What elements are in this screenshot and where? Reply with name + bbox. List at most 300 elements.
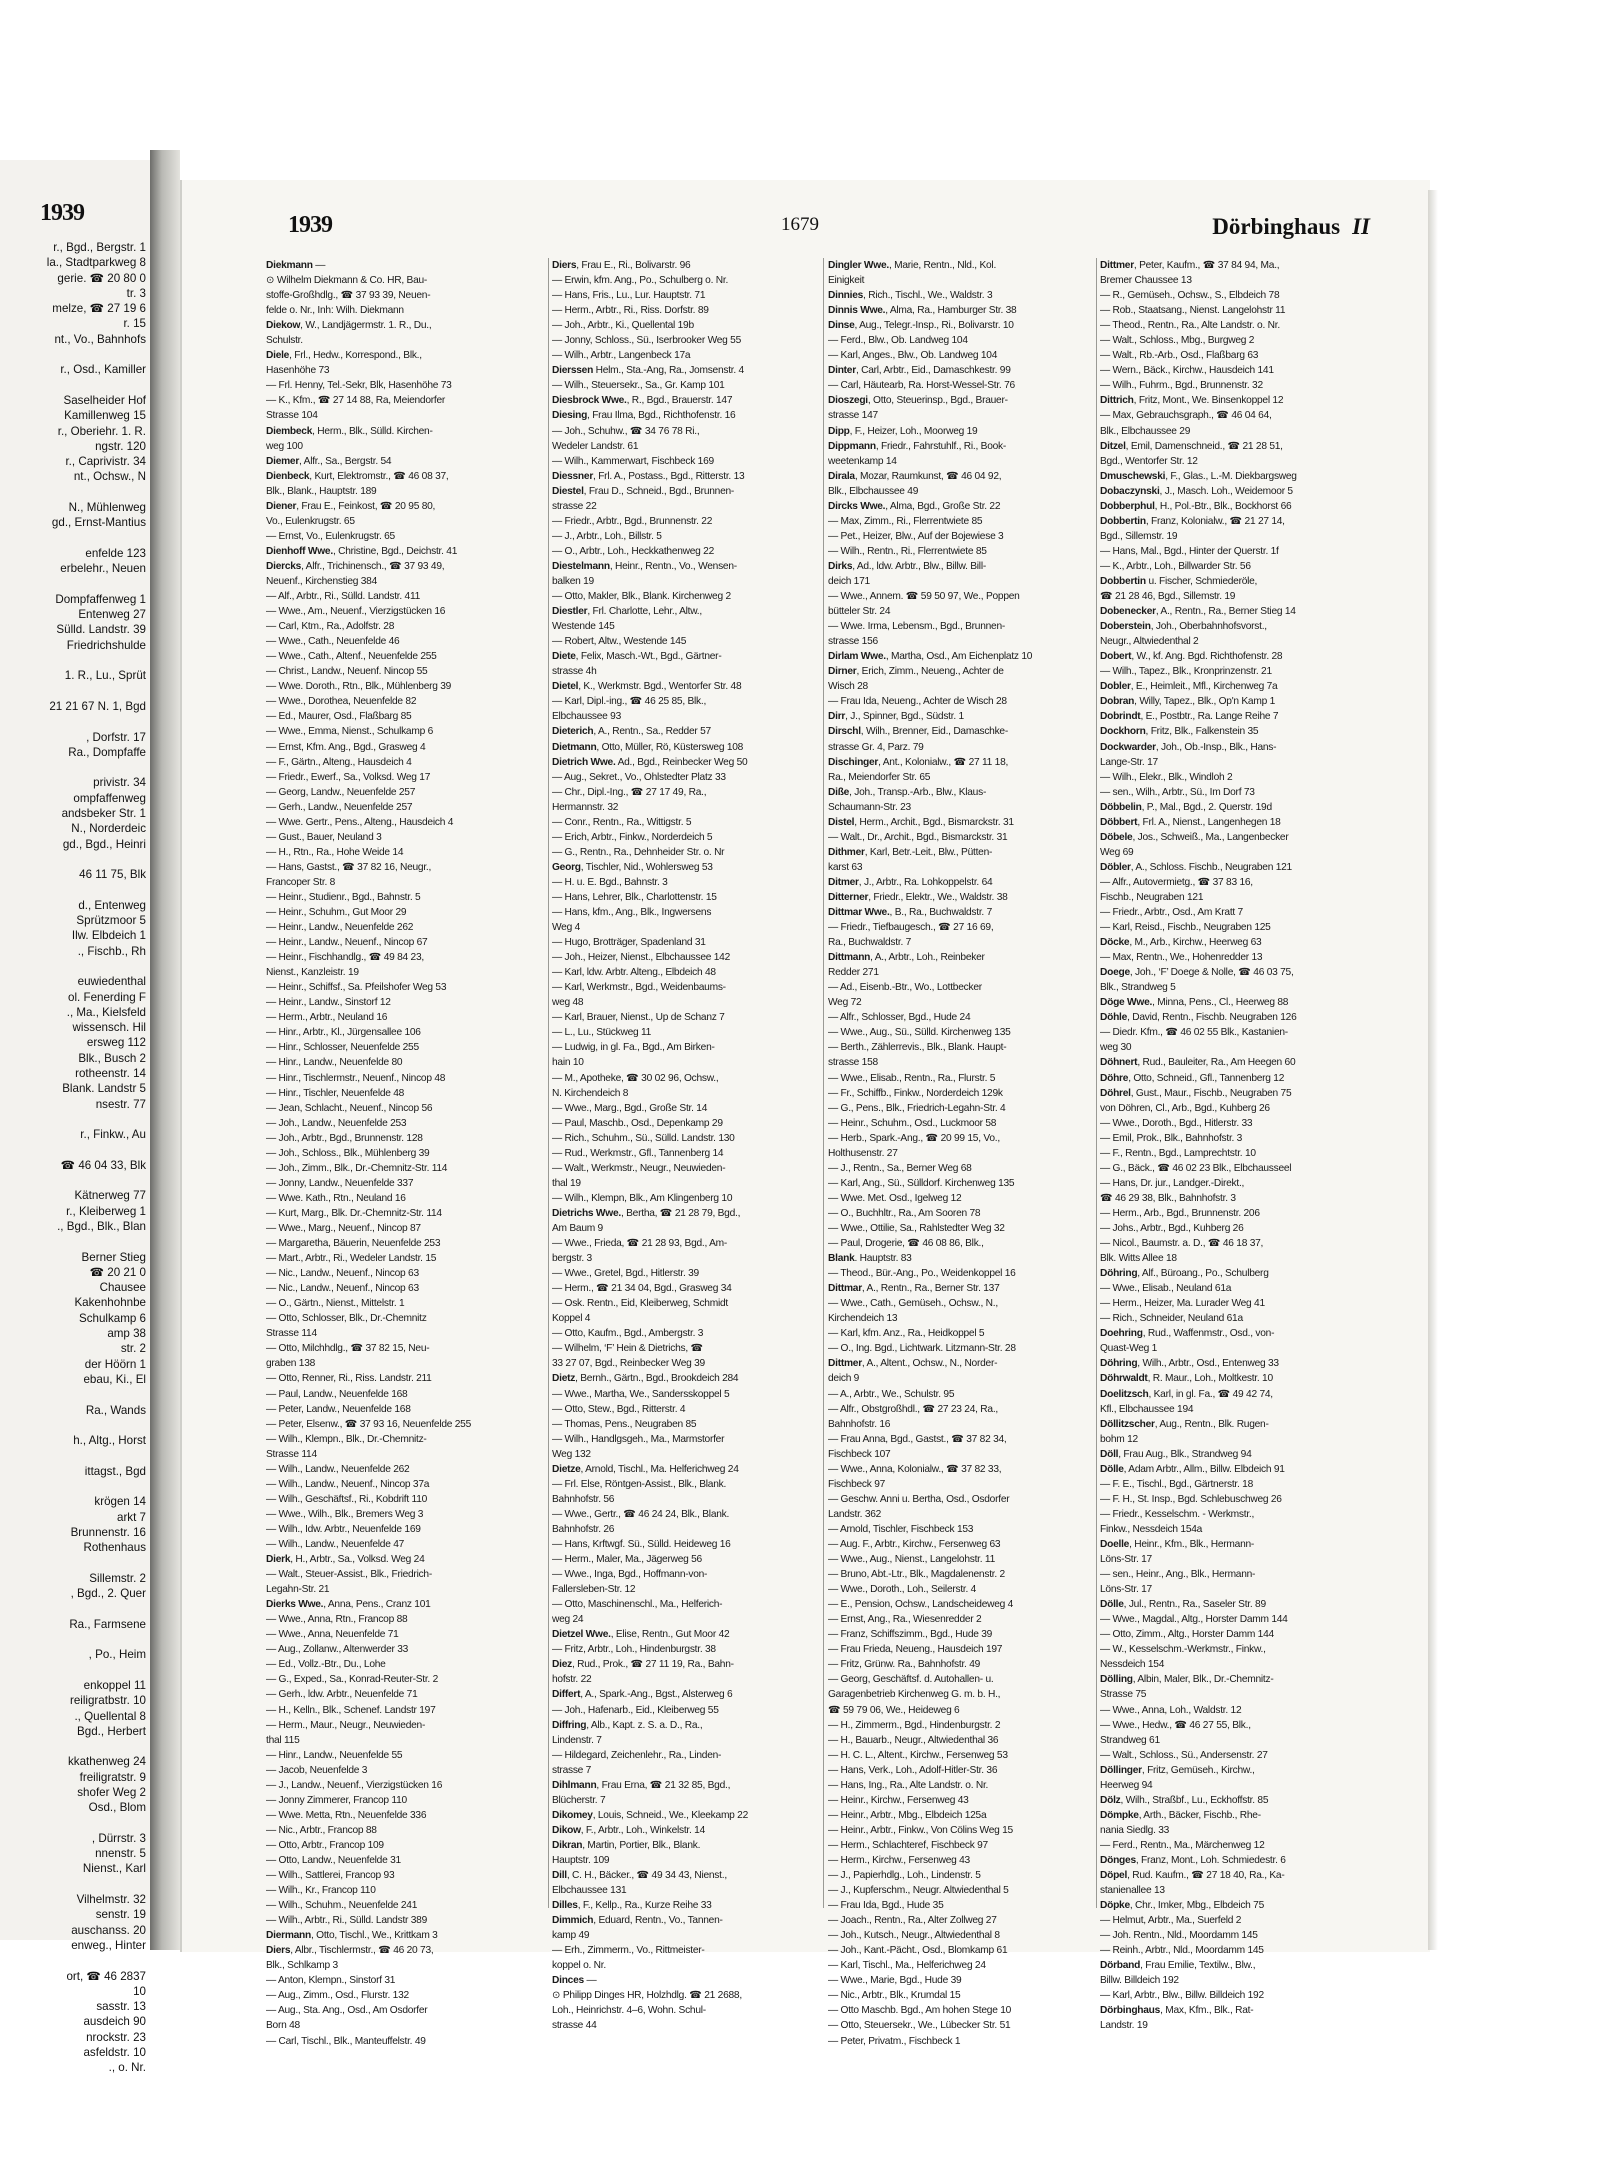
directory-column-2 xyxy=(552,258,820,2034)
directory-entry-line: — Wwe., Marg., Neuenf., Nincop 87 xyxy=(266,1223,421,1234)
entry-surname: Dimmich xyxy=(552,1915,594,1927)
directory-entry-line: Dmuschewski, F., Glas., L.-M. Diekbargsweg xyxy=(1100,470,1297,482)
directory-entry-line: — Wwe., Anna, Neuenfelde 71 xyxy=(266,1629,399,1641)
directory-entry-line: Diekow, W., Landjägermstr. 1. R., Du., xyxy=(266,320,432,332)
entry-surname: Ditmer xyxy=(828,876,859,888)
directory-entry-line: Kamillenweg 15 xyxy=(64,409,146,423)
directory-entry-line: Löns-Str. 17 xyxy=(1100,1554,1152,1566)
directory-entry-line: — Karl, Anges., Blw., Ob. Landweg 104 xyxy=(828,350,998,362)
directory-entry-line: — Erwin, kfm. Ang., Po., Schulberg o. Nr. xyxy=(552,275,729,287)
directory-entry-line: Dönges, Franz, Mont., Loh. Schmiedestr. 6 xyxy=(1100,1854,1286,1866)
directory-entry-line: — Heinr., Schuhm., Osd., Luckmoor 58 xyxy=(828,1117,997,1129)
directory-entry-line: — Wilh., Schuhm., Neuenfelde 241 xyxy=(266,1900,418,1912)
directory-entry-line: — J., Landw., Neuenf., Vierzigstücken 16 xyxy=(266,1779,443,1791)
directory-entry-line: — Hans, kfm., Ang., Blk., Ingwersens xyxy=(552,907,712,919)
entry-surname: Blank xyxy=(828,1253,855,1265)
directory-entry-line: Legahn-Str. 21 xyxy=(266,1584,330,1596)
directory-entry-line: — Wwe., Elisab., Rentn., Ra., Flurstr. 5 xyxy=(828,1072,996,1084)
directory-entry-line: ☎ 21 28 46, Bgd., Sillemstr. 19 xyxy=(1100,591,1236,603)
directory-entry-line: Dietmann, Otto, Müller, Rö, Küstersweg 108 xyxy=(552,741,744,753)
directory-entry-line: — G., Exped., Sa., Konrad-Reuter-Str. 2 xyxy=(266,1674,439,1686)
directory-entry-line: Friedrichshulde xyxy=(66,638,146,652)
entry-surname: Döhle xyxy=(1100,1012,1128,1024)
directory-entry-line: — Otto Maschb. Bgd., Am hohen Stege 10 xyxy=(828,2005,1012,2017)
page-edge-shadow xyxy=(1428,190,1438,1950)
directory-entry-line: — Hinr., Arbtr., Kl., Jürgensallee 106 xyxy=(266,1027,421,1039)
directory-entry-line: bohm 12 xyxy=(1100,1433,1138,1445)
directory-entry-line: Distel, Herm., Archit., Bgd., Bismarckstr. 31 xyxy=(828,816,1014,828)
directory-entry-line: — Heinr., Arbtr., Mbg., Elbdeich 125a xyxy=(828,1809,987,1821)
directory-entry-line: Dittmer, Peter, Kaufm., ☎ 37 84 94, Ma., xyxy=(1100,260,1280,271)
directory-entry-line: — Wwe., Annem. ☎ 59 50 97, We., Poppen xyxy=(828,591,1020,603)
directory-entry-line xyxy=(0,1663,146,1678)
directory-entry-line: — L., Lu., Stückweg 11 xyxy=(552,1027,652,1039)
directory-entry-line: Fischb., Neugraben 121 xyxy=(1100,891,1204,903)
entry-surname: Diener xyxy=(266,500,297,512)
directory-entry-line: Dobberphul, H., Pol.-Btr., Blk., Bockhorst 66 xyxy=(1100,500,1292,512)
directory-entry-line: deich 9 xyxy=(828,1373,860,1385)
directory-entry-line: Dimmich, Eduard, Rentn., Vo., Tannen- xyxy=(552,1915,723,1927)
directory-entry-line: — Otto, Makler, Blk., Blank. Kirchenweg 2 xyxy=(552,591,731,603)
directory-entry-line: nania Siedlg. 33 xyxy=(1100,1824,1170,1836)
directory-entry-line: tr. 3 xyxy=(126,286,146,300)
directory-entry-line: — Rich., Schuhm., Sü., Sülld. Landstr. 130 xyxy=(552,1132,735,1144)
directory-entry-line: freiligratstr. 9 xyxy=(79,1770,146,1784)
directory-entry-line: — M., Apotheke, ☎ 30 02 96, Ochsw., xyxy=(552,1072,719,1084)
directory-entry-line: — Nic., Arbtr., Francop 88 xyxy=(266,1824,377,1836)
directory-entry-line: — Hans, Lehrer, Blk., Charlottenstr. 15 xyxy=(552,891,717,903)
entry-surname: Döbler xyxy=(1100,861,1131,873)
directory-entry-line: — Pet., Heizer, Blw., Auf der Bojewiese 3 xyxy=(828,530,1004,542)
directory-entry-line: — Friedr., Tiefbaugesch., ☎ 27 16 69, xyxy=(828,922,994,934)
directory-entry-line: Dietrichs Wwe., Bertha, ☎ 21 28 79, Bgd., xyxy=(552,1207,741,1219)
directory-entry-line: hofstr. 22 xyxy=(552,1674,592,1686)
directory-entry-line: Dietze, Arnold, Tischl., Ma. Helferichweg 24 xyxy=(552,1463,739,1475)
directory-entry-line: Berner Stieg xyxy=(81,1250,146,1264)
directory-entry-line: — Wwe., Gertr., ☎ 46 24 24, Blk., Blank. xyxy=(552,1508,730,1520)
directory-entry-line: — Wwe., Emma, Nienst., Schulkamp 6 xyxy=(266,726,434,738)
directory-entry-line: — Nic., Landw., Neuenf., Nincop 63 xyxy=(266,1283,419,1295)
directory-entry-line: — Carl, Häutearb, Ra. Horst-Wessel-Str. 76 xyxy=(828,380,1015,392)
directory-entry-line: — Herm., ☎ 21 34 04, Bgd., Grasweg 34 xyxy=(552,1283,732,1295)
directory-entry-line: — Wwe. Irma, Lebensm., Bgd., Brunnen- xyxy=(828,621,1006,633)
entry-surname: Dioszegi xyxy=(828,395,868,407)
directory-entry-line: nnenstr. 5 xyxy=(95,1847,146,1861)
directory-entry-line: shofer Weg 2 xyxy=(77,1785,146,1799)
directory-entry-line: thal 115 xyxy=(266,1734,300,1746)
directory-entry-line: 33 27 07, Bgd., Reinbecker Weg 39 xyxy=(552,1358,705,1370)
directory-entry-line xyxy=(0,1479,146,1494)
entry-surname: Dierk xyxy=(266,1554,291,1566)
directory-entry-line: — Ferd., Blw., Ob. Landweg 104 xyxy=(828,335,968,347)
directory-entry-line: — Ad., Eisenb.-Btr., Wo., Lottbecker xyxy=(828,982,982,994)
directory-entry-line: Dikomey, Louis, Schneid., We., Kleekamp 22 xyxy=(552,1809,749,1821)
directory-entry-line: — Rud., Werkmstr., Gfl., Tannenberg 14 xyxy=(552,1147,724,1159)
directory-entry-line: Hasenhöhe 73 xyxy=(266,365,330,377)
directory-entry-line: — Berth., Zählerrevis., Blk., Blank. Haupt- xyxy=(828,1042,1007,1054)
directory-entry-line: Dilles, F., Kellp., Ra., Kurze Reihe 33 xyxy=(552,1900,712,1912)
directory-entry-line: — A., Arbtr., We., Schulstr. 95 xyxy=(828,1388,955,1400)
directory-entry-line: — Wwe., Inga, Bgd., Hoffmann-von- xyxy=(552,1569,708,1581)
entry-surname: Dietze xyxy=(552,1463,581,1475)
directory-entry-line: — Theod., Bür.-Ang., Po., Weidenkoppel 16 xyxy=(828,1268,1016,1280)
directory-entry-line: — Fritz, Arbtr., Loh., Hindenburgstr. 38 xyxy=(552,1644,716,1656)
directory-entry-line: Dinnis Wwe., Alma, Ra., Hamburger Str. 38 xyxy=(828,305,1017,317)
directory-entry-line: — Wilh., Fuhrm., Bgd., Brunnenstr. 32 xyxy=(1100,380,1263,392)
directory-entry-line: — Otto, Maschinenschl., Ma., Helferich- xyxy=(552,1599,723,1611)
directory-entry-line: — Wilh., Steuersekr., Sa., Gr. Kamp 101 xyxy=(552,380,725,392)
directory-entry-line: strasse 158 xyxy=(828,1057,878,1069)
directory-entry-line: Doege, Joh., ‘F’ Doege & Nolle, ☎ 46 03 75, xyxy=(1100,967,1294,979)
directory-entry-line: strasse 156 xyxy=(828,636,878,648)
entry-surname: Dinse xyxy=(828,320,855,332)
directory-entry-line: Dölling, Albin, Maler, Blk., Dr.-Chemnitz- xyxy=(1100,1674,1274,1686)
directory-entry-line: r., Kleiberweg 1 xyxy=(66,1204,146,1218)
directory-entry-line: — Alfr., Schlosser, Bgd., Hude 24 xyxy=(828,1012,971,1024)
directory-entry-line: — Karl, Arbtr., Blw., Billw. Billdeich 192 xyxy=(1100,1990,1264,2002)
directory-entry-line: — Peter, Landw., Neuenfelde 168 xyxy=(266,1403,411,1415)
directory-entry-line: ., Quellental 8 xyxy=(74,1709,146,1723)
directory-entry-line: , Dürrstr. 3 xyxy=(91,1831,146,1845)
directory-entry-line: — Heinr., Schuhm., Gut Moor 29 xyxy=(266,907,407,919)
directory-entry-line: Dörband, Frau Emilie, Textilw., Blw., xyxy=(1100,1960,1256,1972)
entry-surname: Dill xyxy=(552,1870,567,1882)
directory-entry-line: Heerweg 94 xyxy=(1100,1779,1153,1791)
entry-surname: Döpke xyxy=(1100,1900,1130,1912)
directory-entry-line: Koppel 4 xyxy=(552,1313,591,1325)
directory-entry-line: Dobran, Willy, Tapez., Blk., Op'n Kamp 1 xyxy=(1100,696,1275,708)
directory-entry-line: — Frau Frieda, Neueng., Hausdeich 197 xyxy=(828,1644,1003,1656)
directory-entry-line: Kfl., Elbchaussee 194 xyxy=(1100,1403,1194,1415)
directory-entry-line: — Anton, Klempn., Sinstorf 31 xyxy=(266,1975,396,1987)
directory-entry-line: Lange-Str. 17 xyxy=(1100,756,1158,768)
directory-entry-line: — Wwe., Aug., Nienst., Langelohstr. 11 xyxy=(828,1554,995,1566)
directory-entry-line: Dobaczynski, J., Masch. Loh., Weidemoor 5 xyxy=(1100,485,1293,497)
directory-entry-line: ompfaffenweg xyxy=(73,791,146,805)
entry-surname: Dieterich xyxy=(552,726,594,738)
entry-surname: Doelitzsch xyxy=(1100,1388,1149,1400)
directory-entry-line: — Walt., Schloss., Mbg., Burgweg 2 xyxy=(1100,335,1255,347)
entry-surname: Dittmer xyxy=(828,1358,862,1370)
directory-entry-line: — Bruno, Abt.-Ltr., Blk., Magdalenenstr. 2 xyxy=(828,1569,1005,1581)
directory-entry-line: — Walt., Werkmstr., Neugr., Neuwieden- xyxy=(552,1162,726,1174)
directory-entry-line: — Joh., Hafenarb., Eid., Kleiberweg 55 xyxy=(552,1704,719,1716)
directory-entry-line: — Joh., Arbtr., Ki., Quellental 19b xyxy=(552,320,694,332)
directory-entry-line: Blank. Hauptstr. 83 xyxy=(828,1253,912,1265)
directory-entry-line: Dittmer, A., Altent., Ochsw., N., Norder- xyxy=(828,1358,998,1370)
directory-entry-line: bergstr. 3 xyxy=(552,1253,592,1265)
directory-entry-line: — Wilh., Rentn., Ri., Flerrentwiete 85 xyxy=(828,545,987,557)
directory-entry-line: auschanss. 20 xyxy=(71,1923,146,1937)
directory-entry-line: Diestler, Frl. Charlotte, Lehr., Altw., xyxy=(552,606,702,618)
directory-entry-line xyxy=(0,1739,146,1754)
directory-entry-line: Dobrindt, E., Postbtr., Ra. Lange Reihe 7 xyxy=(1100,711,1279,723)
previous-page-year: 1939 xyxy=(40,200,84,226)
directory-entry-line: weg 30 xyxy=(1100,1042,1132,1054)
directory-entry-line: ., Bgd., Blk., Blan xyxy=(57,1220,146,1233)
entry-surname: Dilles xyxy=(552,1900,578,1912)
directory-entry-line: — Joh. Rentn., Nld., Moordamm 145 xyxy=(1100,1930,1258,1942)
directory-entry-line: Diestel, Frau D., Schneid., Bgd., Brunnen- xyxy=(552,485,735,497)
entry-surname: Diembeck xyxy=(266,425,313,437)
directory-entry-line: — Frl. Henny, Tel.-Sekr, Blk, Hasenhöhe 73 xyxy=(266,380,452,392)
previous-page-edge xyxy=(0,160,152,2075)
directory-entry-line: Dirks, Ad., ldw. Arbtr., Blw., Billw. Bill- xyxy=(828,560,986,572)
directory-entry-line: — Ernst, Vo., Eulenkrugstr. 65 xyxy=(266,530,395,542)
directory-entry-line: — Hans, Mal., Bgd., Hinter der Querstr. 1f xyxy=(1100,545,1279,557)
directory-entry-line: Doehring, Rud., Waffenmstr., Osd., von- xyxy=(1100,1328,1275,1340)
entry-surname: Dönges xyxy=(1100,1854,1136,1866)
directory-entry-line: — Karl, Reisd., Fischb., Neugraben 125 xyxy=(1100,922,1271,934)
directory-entry-line: Kakenhohnbe xyxy=(74,1296,146,1310)
directory-entry-line: — Wilh., Elekr., Blk., Windloh 2 xyxy=(1100,771,1233,783)
directory-entry-line: — Max, Rentn., We., Hohenredder 13 xyxy=(1100,952,1263,964)
directory-entry-line: thal 19 xyxy=(552,1177,581,1189)
entry-surname: Dömpke xyxy=(1100,1809,1139,1821)
directory-entry-line: Elbchaussee 131 xyxy=(552,1885,627,1897)
directory-entry-line xyxy=(0,684,146,699)
entry-surname: Diesbrock Wwe. xyxy=(552,395,627,407)
entry-surname: Dirlam Wwe. xyxy=(828,651,886,663)
directory-entry-line xyxy=(0,1387,146,1402)
directory-entry-line: Holthusenstr. 27 xyxy=(828,1147,898,1159)
directory-entry-line: Blk., Blank., Hauptstr. 189 xyxy=(266,485,377,497)
directory-entry-line: — Herm., Kirchw., Fersenweg 43 xyxy=(828,1854,970,1866)
entry-surname: Dipp xyxy=(828,425,850,437)
directory-entry-line: Vo., Eulenkrugstr. 65 xyxy=(266,515,355,527)
directory-entry-line xyxy=(0,1877,146,1892)
directory-entry-line: — Georg, Landw., Neuenfelde 257 xyxy=(266,786,416,798)
directory-entry-line: strasse 7 xyxy=(552,1764,592,1776)
directory-entry-line: — Hans, Dr. jur., Landger.-Direkt., xyxy=(1100,1177,1245,1189)
directory-entry-line: — Wwe., Dorothea, Neuenfelde 82 xyxy=(266,696,417,708)
directory-entry-line: Ra., Farmsene xyxy=(69,1617,146,1631)
directory-entry-line: — Arnold, Tischler, Fischbeck 153 xyxy=(828,1523,974,1535)
directory-entry-line: Ra., Meiendorfer Str. 65 xyxy=(828,771,931,783)
directory-entry-line: Sprützmoor 5 xyxy=(76,914,146,928)
entry-surname: Döhrwaldt xyxy=(1100,1373,1148,1385)
directory-entry-line: graben 138 xyxy=(266,1358,316,1370)
directory-entry-line: — Wern., Bäck., Kirchw., Hausdeich 141 xyxy=(1100,365,1274,377)
directory-entry-line: — Wwe. Kath., Rtn., Neuland 16 xyxy=(266,1192,406,1204)
directory-entry-line: enkoppel 11 xyxy=(83,1678,146,1692)
directory-entry-line: — Carl, Ktm., Ra., Adolfstr. 28 xyxy=(266,621,395,633)
directory-entry-line: — Gerh., ldw. Arbtr., Neuenfelde 71 xyxy=(266,1689,418,1701)
directory-entry-line: — Conr., Rentn., Ra., Wittigstr. 5 xyxy=(552,816,692,828)
directory-entry-line: kamp 49 xyxy=(552,1930,590,1942)
directory-entry-line: — Wwe. Met. Osd., Igelweg 12 xyxy=(828,1192,962,1204)
directory-entry-line: — Wwe., Ottilie, Sa., Rahlstedter Weg 32 xyxy=(828,1223,1005,1234)
directory-entry-line: Strasse 104 xyxy=(266,410,318,422)
directory-entry-line: Diez, Rud., Prok., ☎ 27 11 19, Ra., Bahn- xyxy=(552,1659,734,1671)
directory-entry-line: Dikran, Martin, Portier, Blk., Blank. xyxy=(552,1839,701,1851)
directory-entry-line: Döhre, Otto, Schneid., Gfl., Tannenberg 12 xyxy=(1100,1072,1285,1084)
entry-surname: Diemer xyxy=(266,455,300,467)
running-head xyxy=(1212,214,1370,240)
entry-surname: Dölz xyxy=(1100,1794,1121,1806)
directory-entry-line: — Aug., Sekret., Vo., Ohlstedter Platz 33 xyxy=(552,771,726,783)
directory-entry-line: — Peter, Elsenw., ☎ 37 93 16, Neuenfelde 255 xyxy=(266,1418,472,1430)
directory-entry-line: Bgd., Sillemstr. 19 xyxy=(1100,530,1178,542)
directory-entry-line: Dill, C. H., Bäcker., ☎ 49 34 43, Nienst., xyxy=(552,1870,727,1882)
directory-entry-line: — Otto, Kaufm., Bgd., Ambergstr. 3 xyxy=(552,1328,704,1340)
directory-column-4 xyxy=(1100,258,1368,2034)
directory-entry-line: Dinnies, Rich., Tischl., We., Waldstr. 3 xyxy=(828,290,993,302)
entry-surname: Diekow xyxy=(266,320,301,332)
directory-entry-line: — Wilh., Landw., Neuenfelde 47 xyxy=(266,1538,405,1550)
directory-entry-line: — Georg, Geschäftsf. d. Autohallen- u. xyxy=(828,1674,994,1686)
directory-entry-line: ☎ 46 04 33, Blk xyxy=(60,1158,146,1172)
directory-entry-line: — Hinr., Tischlermstr., Neuenf., Nincop 48 xyxy=(266,1072,446,1084)
directory-entry-line: — Joh., Zimm., Blk., Dr.-Chemnitz-Str. 114 xyxy=(266,1162,448,1174)
directory-entry-line: Dierssen Helm., Sta.-Ang, Ra., Jomsenstr. 4 xyxy=(552,365,744,377)
directory-entry-line: bütteler Str. 24 xyxy=(828,606,891,618)
directory-entry-line: Dinces — xyxy=(552,1975,597,1987)
directory-entry-line: — Thomas, Pens., Neugraben 85 xyxy=(552,1418,697,1430)
directory-entry-line: — Wwe., Marie, Bgd., Hude 39 xyxy=(828,1975,962,1987)
directory-entry-line: — Heinr., Kirchw., Fersenweg 43 xyxy=(828,1794,969,1806)
directory-entry-line: Weg 132 xyxy=(552,1448,591,1460)
directory-entry-line: — Jean, Schlacht., Neuenf., Nincop 56 xyxy=(266,1102,433,1114)
directory-entry-line: Dietz, Bernh., Gärtn., Bgd., Brookdeich 284 xyxy=(552,1373,739,1385)
entry-surname: Doelle xyxy=(1100,1538,1130,1550)
directory-entry-line: — Joh., Schuhw., ☎ 34 76 78 Ri., xyxy=(552,425,700,437)
directory-entry-line: Dingler Wwe., Marie, Rentn., Nld., Kol. xyxy=(828,260,997,271)
entry-surname: Dirner xyxy=(828,666,857,678)
directory-entry-line: — Heinr., Landw., Neuenfelde 262 xyxy=(266,922,414,934)
directory-entry-line xyxy=(0,347,146,362)
directory-entry-line: Döhnert, Rud., Bauleiter, Ra., Am Heegen 60 xyxy=(1100,1057,1296,1069)
directory-entry-line: Döllitzscher, Aug., Rentn., Blk. Rugen- xyxy=(1100,1418,1269,1430)
directory-entry-line: — G., Pens., Blk., Friedrich-Legahn-Str. 4 xyxy=(828,1102,1006,1114)
directory-entry-line: felde o. Nr., Inh: Wilh. Diekmann xyxy=(266,305,404,317)
directory-entry-line: — Reinh., Arbtr., Nld., Moordamm 145 xyxy=(1100,1945,1264,1957)
directory-entry-line: — H., Rtn., Ra., Hohe Weide 14 xyxy=(266,846,404,858)
directory-entry-line: — Wilh., Landw., Neuenfelde 262 xyxy=(266,1463,410,1475)
directory-entry-line: Finkw., Nessdeich 154a xyxy=(1100,1523,1203,1535)
directory-entry-line: ol. Fenerding F xyxy=(68,990,146,1004)
directory-entry-line: — Wwe., Martha, We., Sandersskoppel 5 xyxy=(552,1388,730,1400)
directory-entry-line: karst 63 xyxy=(828,861,863,873)
directory-entry-line: Sillemstr. 2 xyxy=(89,1571,146,1585)
entry-surname: Dirala xyxy=(828,470,855,482)
directory-entry-line: — Wwe., Doroth., Loh., Seilerstr. 4 xyxy=(828,1584,977,1596)
entry-surname: Dittmar Wwe. xyxy=(828,907,890,919)
entry-surname: Dölle xyxy=(1100,1599,1124,1611)
directory-entry-line: — Otto, Arbtr., Francop 109 xyxy=(266,1839,384,1851)
directory-entry-line: — K., Arbtr., Loh., Billwarder Str. 56 xyxy=(1100,560,1251,572)
entry-surname: Differt xyxy=(552,1689,581,1701)
directory-entry-line xyxy=(0,1234,146,1249)
directory-entry-line: Blank. Landstr 5 xyxy=(62,1082,146,1096)
directory-column-1 xyxy=(266,258,534,2049)
entry-surname: Dikomey xyxy=(552,1809,593,1821)
directory-entry-line: — O., Buchhltr., Ra., Am Sooren 78 xyxy=(828,1207,981,1219)
directory-entry-line: — Wwe. Doroth., Rtn., Blk., Mühlenberg 39 xyxy=(266,681,452,693)
directory-entry-line xyxy=(0,1556,146,1571)
directory-entry-line: ☎ 59 79 06, We., Heideweg 6 xyxy=(828,1704,960,1716)
directory-entry-line: — Wilhelm, ‘F’ Hein & Dietrichs, ☎ xyxy=(552,1343,703,1355)
entry-surname: Döll xyxy=(1100,1448,1119,1460)
directory-entry-line: Diete, Felix, Masch.-Wt., Bgd., Gärtner- xyxy=(552,651,722,663)
entry-surname: Dittrich xyxy=(1100,395,1134,407)
directory-entry-line: — Otto, Landw., Neuenfelde 31 xyxy=(266,1854,401,1866)
directory-entry-line: — Frau Anna, Bgd., Gastst., ☎ 37 82 34, xyxy=(828,1433,1007,1445)
directory-entry-line: — Joh., Landw., Neuenfelde 253 xyxy=(266,1117,407,1129)
directory-entry-line: — Hugo, Brotträger, Spadenland 31 xyxy=(552,937,706,949)
directory-entry-line: Strasse 114 xyxy=(266,1328,317,1340)
directory-entry-line: Blk., Schlkamp 3 xyxy=(266,1960,338,1972)
directory-entry-line: Landstr. 362 xyxy=(828,1508,882,1520)
directory-entry-line: Ra., Wands xyxy=(85,1403,146,1417)
directory-entry-line: — Mart., Arbtr., Ri., Wedeler Landstr. 15 xyxy=(266,1253,437,1265)
entry-surname: Döllitzscher xyxy=(1100,1418,1155,1430)
directory-entry-line xyxy=(0,760,146,775)
directory-entry-line: — Wwe., Anna, Kolonialw., ☎ 37 82 33, xyxy=(828,1463,1002,1475)
directory-entry-line: — Herm., Arbtr., Neuland 16 xyxy=(266,1012,388,1024)
directory-entry-line: d., Entenweg xyxy=(78,898,146,912)
directory-entry-line: Differt, A., Spark.-Ang., Bgst., Alsterweg 6 xyxy=(552,1689,733,1701)
directory-entry-line: — Nicol., Baumstr. a. D., ☎ 46 18 37, xyxy=(1100,1238,1264,1250)
directory-entry-line: — Heinr., Studienr., Bgd., Bahnstr. 5 xyxy=(266,891,421,903)
directory-entry-line: — Franz, Schiffszimm., Bgd., Hude 39 xyxy=(828,1629,993,1641)
directory-entry-line: ersweg 112 xyxy=(86,1036,146,1050)
directory-entry-line: Dietzel Wwe., Elise, Rentn., Gut Moor 42 xyxy=(552,1629,730,1641)
directory-entry-line: — Herm., Maur., Neugr., Neuwieden- xyxy=(266,1719,426,1731)
directory-entry-line: Diessner, Frl. A., Postass., Bgd., Ritterstr. 13 xyxy=(552,470,745,482)
entry-surname: Dobler xyxy=(1100,681,1131,693)
directory-entry-line: Dörbinghaus, Max, Kfm., Blk., Rat- xyxy=(1100,2005,1254,2017)
directory-entry-line: — Max, Gebrauchsgraph., ☎ 46 04 64, xyxy=(1100,410,1272,422)
directory-entry-line: Diekmann — xyxy=(266,260,326,271)
directory-entry-line: — J., Kupferschm., Neugr. Altwiedenthal 5 xyxy=(828,1885,1009,1897)
entry-surname: Ditzel xyxy=(1100,440,1126,452)
directory-entry-line: Lindenstr. 7 xyxy=(552,1734,602,1746)
directory-entry-line: wissensch. Hil xyxy=(72,1021,146,1035)
directory-entry-line: — Herm., Maler, Ma., Jägerweg 56 xyxy=(552,1554,702,1566)
directory-entry-line: Dittmann, A., Arbtr., Loh., Reinbeker xyxy=(828,952,985,964)
entry-surname: Dobenecker xyxy=(1100,606,1156,618)
directory-entry-line: — Wwe., Marg., Bgd., Große Str. 14 xyxy=(552,1102,708,1114)
directory-entry-line: — Wwe., Gretel, Bgd., Hitlerstr. 39 xyxy=(552,1268,699,1280)
directory-entry-line xyxy=(0,1418,146,1433)
directory-entry-line: Bgd., Wentorfer Str. 12 xyxy=(1100,455,1198,467)
directory-entry-line: Weg 69 xyxy=(1100,846,1134,858)
entry-surname: Dircks Wwe. xyxy=(828,500,886,512)
directory-entry-line: Diesing, Frau Ilma, Bgd., Richthofenstr. 16 xyxy=(552,410,736,422)
entry-surname: Diers xyxy=(266,1945,291,1957)
directory-entry-line: Strandweg 61 xyxy=(1100,1734,1160,1746)
directory-entry-line: Kirchendeich 13 xyxy=(828,1313,898,1325)
directory-entry-line: — Hans, Ing., Ra., Alte Landstr. o. Nr. xyxy=(828,1779,989,1791)
directory-entry-line: Rothenhaus xyxy=(83,1541,146,1555)
directory-entry-line: — sen., Heinr., Ang., Blk., Hermann- xyxy=(1100,1569,1256,1581)
entry-surname: Döbele xyxy=(1100,831,1133,843)
directory-entry-line: — F. H., St. Insp., Bgd. Schlebuschweg 26 xyxy=(1100,1493,1282,1505)
entry-surname: Dippmann xyxy=(828,440,876,452)
entry-surname: Döhrel xyxy=(1100,1087,1131,1099)
directory-entry-line: — Nic., Landw., Neuenf., Nincop 63 xyxy=(266,1268,419,1280)
directory-entry-line: — Friedr., Arbtr., Bgd., Brunnenstr. 22 xyxy=(552,515,713,527)
entry-surname: Dobran xyxy=(1100,696,1135,708)
directory-entry-line: Dobert, W., kf. Ang. Bgd. Richthofenstr. 28 xyxy=(1100,651,1283,663)
directory-entry-line: Entenweg 27 xyxy=(78,608,146,622)
directory-entry-line: ort, ☎ 46 2837 xyxy=(66,1969,146,1983)
directory-entry-line: — Wwe., Anna, Rtn., Francop 88 xyxy=(266,1614,408,1626)
directory-entry-line: — Wwe. Gertr., Pens., Alteng., Hausdeich 4 xyxy=(266,816,454,828)
directory-entry-line: Dierk, H., Arbtr., Sa., Volksd. Weg 24 xyxy=(266,1554,425,1566)
directory-entry-line: — Friedr., Kesselschm. - Werkmstr., xyxy=(1100,1508,1255,1520)
